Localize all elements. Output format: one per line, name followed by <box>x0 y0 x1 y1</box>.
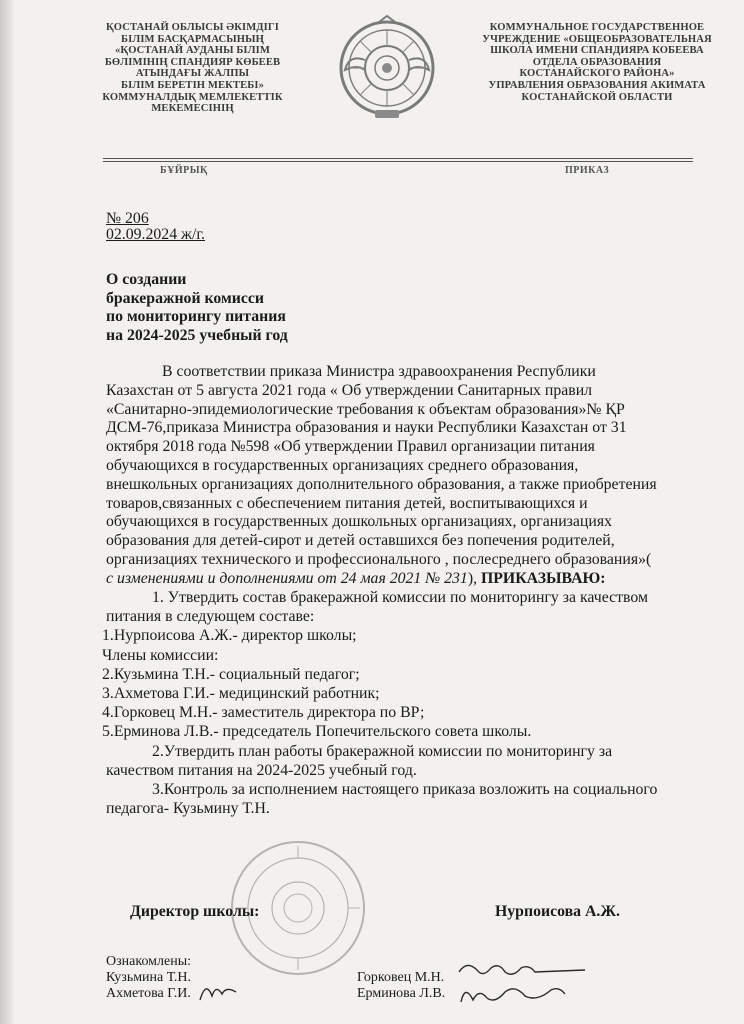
commission-member: 2.Кузьмина Т.Н.- социальный педагог; <box>102 665 360 683</box>
state-emblem-icon <box>335 14 439 124</box>
commission-chair: 1.Нурпоисова А.Ж.- директор школы; <box>102 627 357 645</box>
signature-akhmetova-icon <box>196 976 242 1006</box>
commission-member: 3.Ахметова Г.И.- медицинский работник; <box>102 685 380 703</box>
members-label: Члены комиссии: <box>102 646 219 664</box>
title-line: по мониторингу питания <box>106 308 286 326</box>
item-2-line: качеством питания на 2024-2025 учебный год. <box>106 761 417 779</box>
preamble-line: товаров,связанных с обеспечением питания детей, воспитывающихся и <box>106 494 588 512</box>
header-divider <box>103 158 693 159</box>
preamble-line: В соответствии приказа Министра здравоохранения Республики <box>162 363 596 380</box>
order-word: ПРИКАЗЫВАЮ: <box>481 569 606 587</box>
commission-member: 5.Ерминова Л.В.- председатель Попечительского совета школы. <box>102 723 532 741</box>
amendment-closing: ), <box>467 569 478 587</box>
label-buiryq: БҰЙРЫҚ <box>160 165 208 176</box>
order-items <box>102 588 658 818</box>
item-1-line: питания в следующем составе: <box>106 608 315 626</box>
acknowledged-person: Горковец М.Н. <box>357 970 445 985</box>
preamble-line: организациях технического и профессионального , послесреднего образования»( <box>106 550 652 568</box>
preamble-line: образования для детей-сирот и детей оставшихся без попечения родителей, <box>106 532 615 550</box>
header-divider <box>103 161 693 162</box>
header-left-line: БІЛІМ БАСҚАРМАСЫНЫҢ <box>121 33 264 45</box>
title-line: на 2024-2025 учебный год <box>106 326 288 344</box>
header-left-line: КОММУНАЛДЫҚ МЕМЛЕКЕТТІК <box>102 91 283 103</box>
title-line: бракеражной комисси <box>106 289 264 307</box>
item-3-line: педагога- Кузьмину Т.Н. <box>106 800 270 818</box>
preamble-line: «Санитарно-эпидемиологические требования к объектам образования»№ ҚР <box>106 400 625 418</box>
signature-erminova-icon <box>455 980 570 1008</box>
acknowledged-person: Кузьмина Т.Н. <box>106 970 192 985</box>
document-title <box>106 271 288 345</box>
header-right-line: УПРАВЛЕНИЯ ОБРАЗОВАНИЯ АКИМАТА <box>488 79 706 91</box>
header-left-line: «ҚОСТАНАЙ АУДАНЫ БІЛІМ <box>115 45 270 57</box>
preamble-paragraph <box>106 363 657 589</box>
title-line: О создании <box>106 271 187 288</box>
preamble-line: обучающихся в государственных дошкольных организациях, организациях <box>106 513 612 531</box>
header-right-line: КОММУНАЛЬНОЕ ГОСУДАРСТВЕННОЕ <box>489 22 705 33</box>
header-right-russian <box>462 22 732 103</box>
director-title: Директор школы: <box>130 903 260 920</box>
header-left-kazakh <box>80 22 305 115</box>
header-right-line: КОСТАНАЙСКОЙ ОБЛАСТИ <box>521 91 673 103</box>
preamble-line: октября 2018 года №598 «Об утверждении Правил организации питания <box>106 438 595 456</box>
header-right-line: ШКОЛА ИМЕНИ СПАНДИЯРА КОБЕЕВА <box>490 45 704 57</box>
commission-member: 4.Горковец М.Н.- заместитель директора по ВР; <box>102 704 425 722</box>
amendment-note: с изменениями и дополнениями от 24 мая 2021 № 231 <box>106 569 468 587</box>
acknowledged-person: Ахметова Г.И. <box>106 986 191 1001</box>
acknowledged-title: Ознакомлены: <box>106 954 192 969</box>
preamble-line: обучающихся в государственных организациях среднего образования, <box>106 456 579 474</box>
preamble-line: Казахстан от 5 августа 2021 года « Об утверждении Санитарных правил <box>106 381 593 399</box>
director-name: Нурпоисова А.Ж. <box>495 903 620 920</box>
header-right-line: КОСТАНАЙСКОГО РАЙОНА» <box>519 68 675 80</box>
label-prikaz: ПРИКАЗ <box>565 165 610 176</box>
scan-left-edge <box>0 0 14 1024</box>
order-date: 02.09.2024 ж/г. <box>106 226 205 243</box>
item-3-line: 3.Контроль за исполнением настоящего приказа возложить на социального <box>152 781 658 799</box>
item-2-line: 2.Утвердить план работы бракеражной комиссии по мониторингу за <box>152 742 613 760</box>
preamble-line: внешкольных организациях дополнительного образования, а также приобретения <box>106 475 657 493</box>
header-left-line: ҚОСТАНАЙ ОБЛЫСЫ ӘКІМДІГІ <box>106 22 279 33</box>
order-number: № 206 <box>106 210 149 227</box>
header-left-line: БІЛІМ БЕРЕТІН МЕКТЕБІ» <box>121 79 264 91</box>
acknowledged-person: Ерминова Л.В. <box>357 986 446 1001</box>
header-right-line: ОТДЕЛА ОБРАЗОВАНИЯ <box>532 56 662 68</box>
header-left-line: БӨЛІМІНІҢ СПАНДИЯР КӨБЕЕВ <box>104 56 281 68</box>
preamble-line-last <box>106 570 657 589</box>
header-left-line: АТЫНДАҒЫ ЖАЛПЫ <box>135 68 250 80</box>
header-right-line: УЧРЕЖДЕНИЕ «ОБЩЕОБРАЗОВАТЕЛЬНАЯ <box>482 33 712 45</box>
preamble-line: ДСМ-76,приказа Министра образования и науки Республики Казахстан от 31 <box>106 419 627 437</box>
item-1-line: 1. Утвердить состав бракеражной комиссии по мониторингу за качеством <box>152 589 649 606</box>
header-left-line: МЕКЕМЕСІНІҢ <box>151 103 234 115</box>
